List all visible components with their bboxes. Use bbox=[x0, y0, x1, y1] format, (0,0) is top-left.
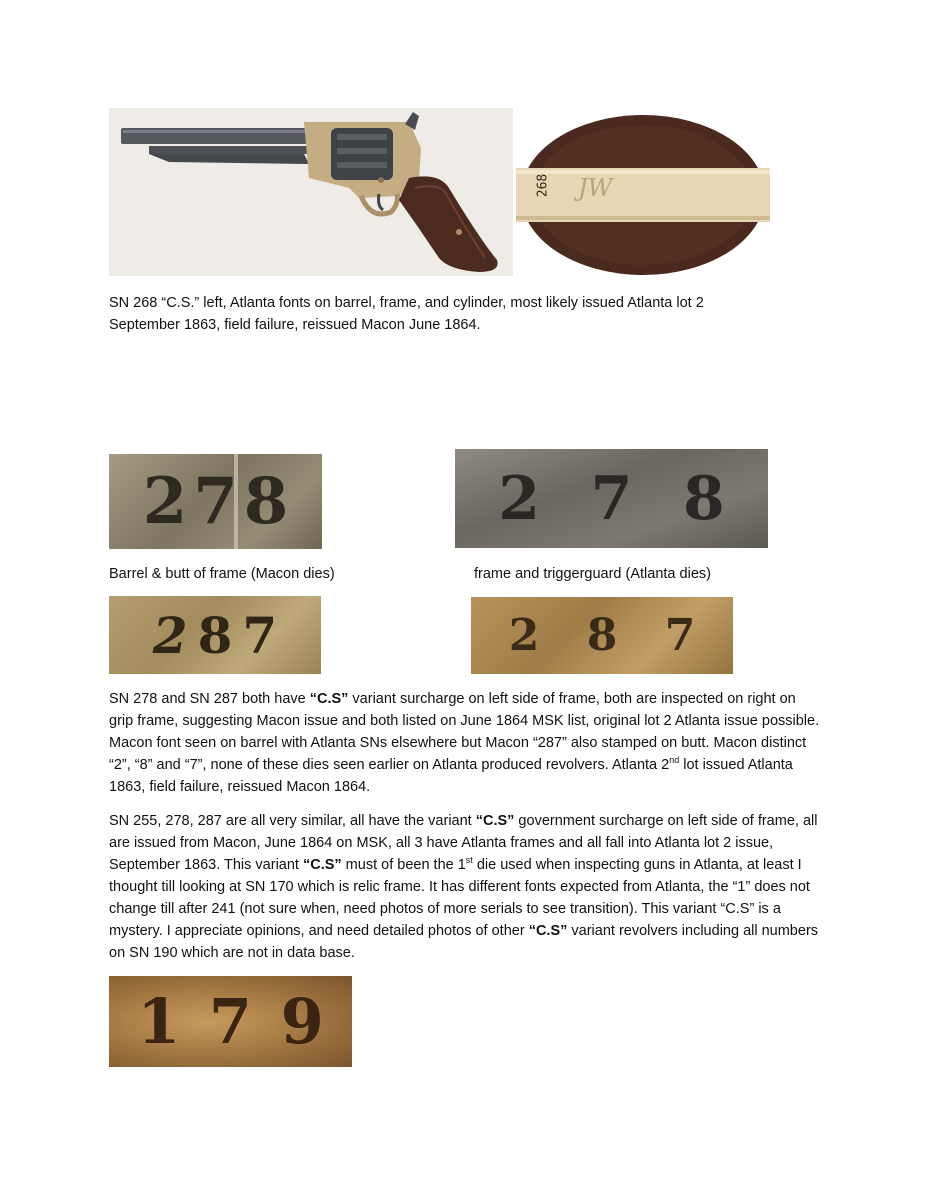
stamp-digit: 2 bbox=[498, 463, 541, 534]
para2-bold-cs: “C.S” bbox=[302, 857, 342, 873]
label-atlanta-dies: frame and triggerguard (Atlanta dies) bbox=[474, 566, 711, 582]
para2-bold-cs: “C.S” bbox=[475, 813, 515, 829]
sn179-stamp-photo bbox=[109, 976, 352, 1067]
stamp-digit: 8 bbox=[586, 610, 618, 661]
para1-text: lot issued Atlanta 1863, field failure, reissued Macon 1864. bbox=[109, 757, 793, 795]
grip-butt-image bbox=[516, 112, 770, 278]
grip-butt-photo bbox=[516, 112, 770, 278]
para1-text: SN 278 and SN 287 both have bbox=[109, 691, 310, 707]
revolver-photo bbox=[109, 108, 513, 276]
para2-text: must of been the 1 bbox=[341, 857, 466, 873]
revolver-icon bbox=[109, 108, 513, 276]
sn287-atlanta-stamp-photo bbox=[471, 597, 733, 674]
stamp-digit: 7 bbox=[193, 464, 238, 539]
paragraph-variant-cs bbox=[109, 810, 821, 964]
sn278-atlanta-stamp-photo bbox=[455, 449, 768, 548]
label-macon-dies: Barrel & butt of frame (Macon dies) bbox=[109, 566, 335, 582]
stamp-digit: 2 bbox=[142, 464, 188, 539]
para1-superscript: nd bbox=[669, 755, 680, 766]
paragraph-sn278-sn287 bbox=[109, 688, 821, 798]
caption-sn268-line1: SN 268 “C.S.” left, Atlanta fonts on barrel, frame, and cylinder, most likely issued Atlanta lot 2 bbox=[109, 295, 704, 311]
para2-text: variant revolvers including all numbers on SN 190 which are not in data base. bbox=[109, 923, 819, 961]
stamp-digit: 8 bbox=[682, 463, 725, 534]
para1-bold-cs: “C.S” bbox=[309, 691, 349, 707]
para1-text: variant surcharge on left side of frame, both are inspected on right on grip frame, suggesting Macon issue and both listed on June 1864 MSK list, original lot 2 Atlanta issue possible. Macon font seen on barrel with Atlanta SNs elsewhere but Macon “287” also stamped on butt. Macon distinct “2”, “8” and “7”, none of these dies seen earlier on Atlanta produced revolvers. Atlanta 2 bbox=[109, 691, 820, 773]
stamp-digit: 8 bbox=[243, 464, 289, 539]
stamp-digit: 2 bbox=[508, 610, 540, 661]
stamp-digit: 7 bbox=[664, 610, 696, 661]
stamp-digit: 2 bbox=[152, 605, 188, 665]
stamp-digit: 8 bbox=[197, 605, 233, 665]
stamp-digit: 7 bbox=[590, 463, 633, 534]
sn287-macon-stamp-photo bbox=[109, 596, 321, 674]
para2-superscript: st bbox=[465, 855, 473, 866]
stamp-digit: 7 bbox=[242, 605, 278, 665]
stamp-digit: 9 bbox=[280, 985, 324, 1058]
grip-stamp-number: 268 bbox=[535, 173, 551, 198]
sn278-macon-stamp-photo bbox=[109, 454, 322, 549]
para2-text: SN 255, 278, 287 are all very similar, all have the variant bbox=[109, 813, 476, 829]
caption-sn268-line2: September 1863, field failure, reissued Macon June 1864. bbox=[109, 317, 481, 333]
para2-bold-cs: “C.S” bbox=[528, 923, 568, 939]
stamp-digit: 1 bbox=[137, 985, 181, 1058]
grip-stamp-initials: JW bbox=[578, 174, 613, 202]
para2-text: government surcharge on left side of frame, all are issued from Macon, June 1864 on MSK, all 3 have Atlanta frames and all fall into Atlanta lot 2 issue, September 1863. This variant bbox=[109, 813, 818, 873]
stamp-digit: 7 bbox=[208, 985, 253, 1058]
para2-text: die used when inspecting guns in Atlanta, at least I thought till looking at SN 170 which is relic frame. It has different fonts expected from Atlanta, the “1” does not change till after 241 (not sure when, need photos of more serials to see transition). This variant “C.S” is a mystery. I appreciate opinions, and need detailed photos of other bbox=[109, 857, 810, 939]
